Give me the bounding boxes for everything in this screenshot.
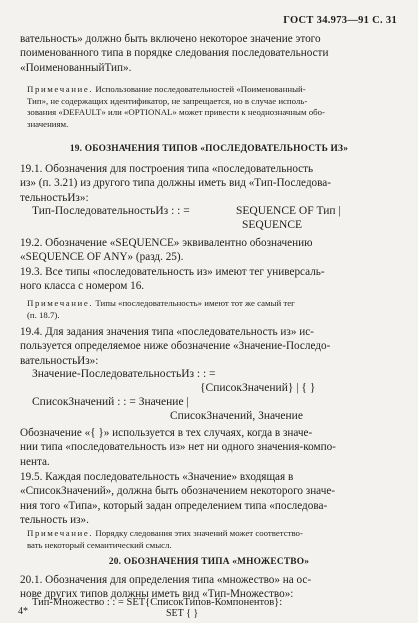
section-heading-20: 20. ОБОЗНАЧЕНИЯ ТИПА «МНОЖЕСТВО» <box>108 557 310 567</box>
paragraph-19-1 <box>20 162 398 205</box>
text-line: Тип», не содержащих идентификатор, не запрещается, но в случае исполь- <box>27 95 308 106</box>
paragraph-19-2 <box>20 236 398 265</box>
text-line: нове других типов должны иметь вид «Тип-Множество»: <box>20 588 294 601</box>
text-line: 19.5. Каждая последовательность «Значение» входящая в <box>20 471 294 483</box>
paragraph-19-4 <box>20 325 398 368</box>
text-line: нии типа «последовательность из» нет ни одного значения-компо- <box>20 441 336 454</box>
text-line: поименованного типа в порядке следования последовательности <box>20 47 329 60</box>
text-line: «SEQUENCE OF ANY» (разд. 25). <box>20 251 184 264</box>
note-label: Примечание. <box>27 298 94 308</box>
text-line: пользуется определяемое ниже обозначение «Значение-Последо- <box>20 340 331 353</box>
text-line: из» (п. 3.21) из другого типа должны иметь вид «Тип-Последова- <box>20 177 331 190</box>
formula-rhs: SEQUENCE <box>242 219 303 231</box>
section-heading-19: 19. ОБОЗНАЧЕНИЯ ТИПОВ «ПОСЛЕДОВАТЕЛЬНОСТЬ ИЗ» <box>69 144 349 154</box>
text-line: ния того «Типа», который задан определением типа «последова- <box>20 499 328 512</box>
text-line: 19.3. Все типы «последовательность из» имеют тег универсаль- <box>20 266 325 278</box>
text-line: 19.1. Обозначения для построения типа «последовательность <box>20 163 314 175</box>
text-line: 19.2. Обозначение «SEQUENCE» эквивалентно обозначению <box>20 237 313 249</box>
page-header: ГОСТ 34.973—91 С. 31 <box>283 15 397 26</box>
text-line: значениям. <box>27 118 69 129</box>
formula-lhs: Тип-ПоследовательностьИз : : = <box>32 205 190 217</box>
note-label: Примечание. <box>27 84 94 94</box>
paragraph-19-5 <box>20 470 398 527</box>
text-line: вательностьИз»: <box>20 354 99 367</box>
text-line: «СписокЗначений», должна быть обозначением некоторого значе- <box>20 485 336 498</box>
paragraph-braces <box>20 426 398 469</box>
text-line: 20.1. Обозначения для определения типа «множество» на ос- <box>20 574 312 586</box>
text-line: (п. 18.7). <box>27 309 60 320</box>
formula-line: Тип-Множество : : = SET{СписокТипов-Компонентов}: <box>32 597 283 608</box>
text-line: Обозначение «{ }» используется в тех случаях, когда в значе- <box>20 427 313 439</box>
formula-line: SET { } <box>166 608 199 619</box>
note-2 <box>27 298 396 321</box>
formula-line: Значение-ПоследовательностьИз : : = <box>32 368 216 380</box>
text-line: вательность» должно быть включено некоторое значение этого <box>20 33 321 45</box>
page-footer-mark: 4* <box>18 606 28 617</box>
text-line: 19.4. Для задания значения типа «последовательность из» ис- <box>20 326 314 338</box>
text-line: тельностьИз»: <box>20 191 89 204</box>
text-line: Порядку следования этих значений может соответство- <box>95 528 303 538</box>
text-line: Использование последовательностей «Поименованный- <box>95 84 306 94</box>
text-line: зования «DEFAULT» или «OPTIONAL» может привести к неоднозначным обо- <box>27 107 325 118</box>
text-line: нента. <box>20 455 50 468</box>
formula-line: {СписокЗначений} | { } <box>200 382 316 394</box>
text-line: ного класса с номером 16. <box>20 280 145 293</box>
formula-line: СписокЗначений, Значение <box>170 410 303 422</box>
text-line: Типы «последовательность» имеют тот же самый тег <box>95 298 295 308</box>
formula-rhs: SEQUENCE OF Тип | <box>236 205 341 217</box>
formula-line: СписокЗначений : : = Значение | <box>32 396 189 408</box>
paragraph-19-3 <box>20 265 398 294</box>
text-line: «ПоименованныйТип». <box>20 61 132 74</box>
note-1 <box>27 84 396 130</box>
text-line: тельность из». <box>20 513 89 526</box>
note-3 <box>27 528 396 551</box>
intro-paragraph <box>20 32 398 75</box>
text-line: вать некоторый семантический смысл. <box>27 539 172 550</box>
note-label: Примечание. <box>27 528 94 538</box>
